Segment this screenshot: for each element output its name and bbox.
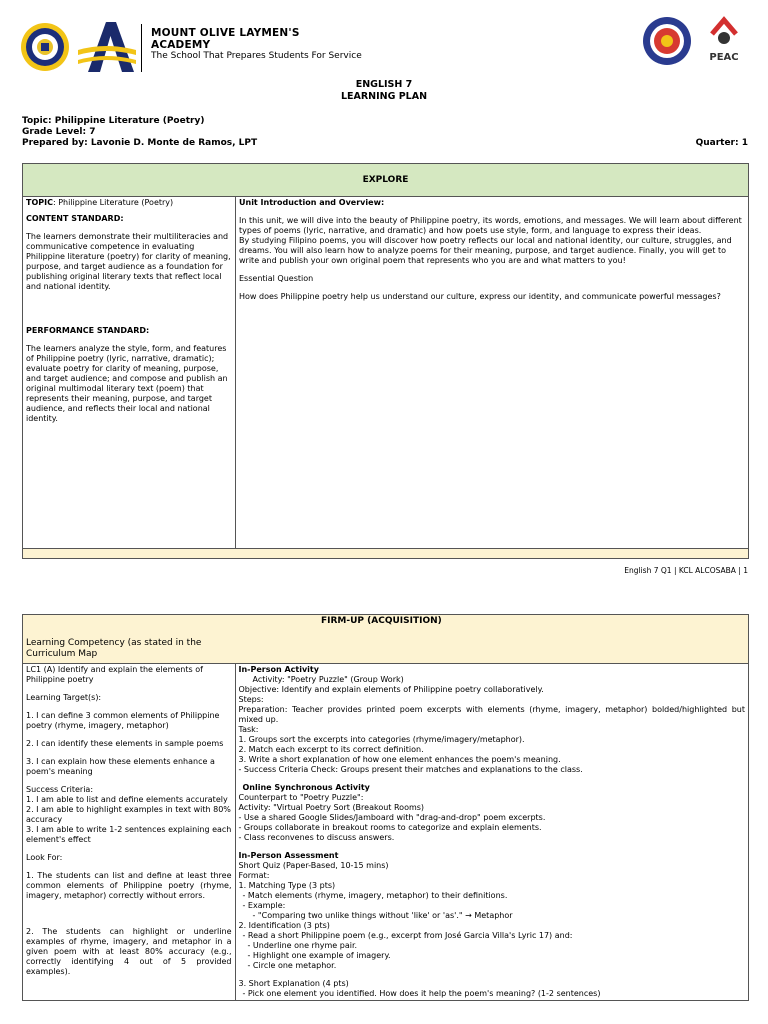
assessment-line-4: - Match elements (rhyme, imagery, metaphor) to their definitions. [242, 891, 508, 900]
content-standard-label: CONTENT STANDARD: [26, 214, 124, 223]
explore-table [22, 163, 749, 559]
success-criteria-label: Success Criteria: [26, 785, 94, 794]
targets-label: Learning Target(s): [26, 693, 102, 702]
look-for-label: Look For: [26, 853, 63, 862]
success-criteria-3: 3. I am able to write 1-2 sentences explaining each element's effect [26, 825, 232, 844]
inperson-line-5: Task: [238, 725, 259, 734]
competency-cell [23, 664, 236, 1001]
inperson-activity-label: In-Person Activity [238, 665, 319, 674]
inperson-line-7: 2. Match each excerpt to its correct definition. [238, 745, 424, 754]
grade-line: Grade Level: 7 [22, 127, 96, 137]
performance-standard-label: PERFORMANCE STANDARD: [26, 326, 150, 335]
look-for-2: 2. The students can highlight or underline examples of rhyme, imagery, and metaphor in a given poem with at least 80% accuracy (e.g., correctly identifying 4 out of 5 provided examples). [26, 927, 232, 976]
assessment-line-2: Format: [238, 871, 270, 880]
assessment-line-3: 1. Matching Type (3 pts) [238, 881, 336, 890]
quarter-label: Quarter: 1 [695, 138, 748, 148]
look-for-1: 1. The students can list and define at least three common elements of Philippine poetry (rhyme, imagery, metaphor) correctly without errors. [26, 871, 232, 900]
explore-heading: EXPLORE [23, 164, 749, 197]
online-line-2: Activity: "Virtual Poetry Sort (Breakout Rooms) [238, 803, 425, 812]
topic-value: : Philippine Literature (Poetry) [52, 198, 174, 207]
competency-label: Learning Competency (as stated in the Curriculum Map [23, 615, 236, 664]
unit-overview-p1: In this unit, we will dive into the beauty of Philippine poetry, its words, emotions, and messages. We will learn about different types of poems (lyric, narrative, and dramatic) and how poets use style, form, and language to express their ideas. [239, 216, 742, 235]
plan-title: LEARNING PLAN [340, 91, 428, 102]
inperson-line-3: Steps: [238, 695, 264, 704]
target-3: 3. I can explain how these elements enhance a poem's meaning [26, 757, 215, 776]
firmup-table [22, 614, 749, 1001]
school-seal-logo [20, 22, 70, 72]
online-line-3: - Use a shared Google Slides/Jamboard with "drag-and-drop" poem excerpts. [238, 813, 546, 822]
target-1: 1. I can define 3 common elements of Philippine poetry (rhyme, imagery, metaphor) [26, 711, 220, 730]
assessment-line-11: - Circle one metaphor. [247, 961, 337, 970]
assessment-line-6: - "Comparing two unlike things without 'like' or 'as'." → Metaphor [252, 911, 513, 920]
explore-footer-row [23, 549, 749, 559]
prepared-line: Prepared by: Lavonie D. Monte de Ramos, LPT [22, 138, 258, 148]
activities-cell [235, 664, 749, 1001]
target-2: 2. I can identify these elements in sample poems [26, 739, 224, 748]
assessment-line-12: 3. Short Explanation (4 pts) [238, 979, 349, 988]
assessment-line-5: - Example: [242, 901, 286, 910]
inperson-line-4: Preparation: Teacher provides printed poem excerpts with elements (rhyme, imagery, metaphor) bolded/highlighted but mixed up. [238, 705, 745, 724]
topic-label: TOPIC [26, 198, 53, 207]
subject-title: ENGLISH 7 [355, 79, 413, 90]
assessment-line-7: 2. Identification (3 pts) [238, 921, 330, 930]
school-name: MOUNT OLIVE LAYMEN'S ACADEMY [151, 27, 300, 51]
online-line-1: Counterpart to "Poetry Puzzle": [238, 793, 364, 802]
inperson-line-9: - Success Criteria Check: Groups present their matches and explanations to the class. [238, 765, 583, 774]
peac-label: PEAC [709, 52, 739, 63]
content-standard-text: The learners demonstrate their multiliteracies and communicative competence in evaluating Philippine literature (poetry) for clarity of meaning, purpose, and target audience as a foundation for publishing original literary texts that reflect local and national identity. [26, 232, 231, 291]
assessment-line-10: - Highlight one example of imagery. [247, 951, 391, 960]
performance-standard-text: The learners analyze the style, form, and features of Philippine poetry (lyric, narrative, dramatic); evaluate poetry for clarity of meaning, purpose, and target audience; and compose and publish an original multimodal literary text (poem) that represents their meaning, purpose, and target audience, and reflects their local and national identity. [26, 344, 228, 423]
assessment-label: In-Person Assessment [238, 851, 339, 860]
online-line-4: - Groups collaborate in breakout rooms to categorize and explain elements. [238, 823, 542, 832]
success-criteria-2: 2. I am able to highlight examples in text with 80% accuracy [26, 805, 231, 824]
academy-a-logo [76, 20, 138, 74]
success-criteria-1: 1. I am able to list and define elements accurately [26, 795, 228, 804]
header-divider [141, 24, 142, 72]
essential-question-label: Essential Question [239, 274, 314, 283]
unit-overview-p2: By studying Filipino poems, you will discover how poetry reflects our local and national identity, our culture, struggles, and dreams. You will also learn how to analyze poems for their meaning, purpose, and target audience. Finally, you will get to write and publish your own original poem that represents who you are and what matters to you! [239, 236, 732, 265]
essential-question-text: How does Philippine poetry help us understand our culture, express our identity, and communicate powerful messages? [239, 292, 721, 301]
topic-line: Topic: Philippine Literature (Poetry) [22, 116, 205, 126]
online-activity-label: Online Synchronous Activity [242, 783, 370, 792]
online-line-5: - Class reconvenes to discuss answers. [238, 833, 395, 842]
unit-overview-label: Unit Introduction and Overview: [239, 198, 385, 207]
inperson-line-1: Activity: "Poetry Puzzle" (Group Work) [252, 675, 404, 684]
lc-text: LC1 (A) Identify and explain the elements of Philippine poetry [26, 665, 203, 684]
assessment-line-1: Short Quiz (Paper-Based, 10-15 mins) [238, 861, 389, 870]
assessment-line-8: - Read a short Philippine poem (e.g., excerpt from José Garcia Villa's Lyric 17) and: [242, 931, 573, 940]
assessment-line-13: - Pick one element you identified. How does it help the poem's meaning? (1-2 sentences) [242, 989, 601, 998]
inperson-line-6: 1. Groups sort the excerpts into categories (rhyme/imagery/metaphor). [238, 735, 525, 744]
inperson-line-8: 3. Write a short explanation of how one element enhances the poem's meaning. [238, 755, 561, 764]
peac-logo [704, 12, 744, 64]
overview-cell [236, 197, 749, 549]
school-tagline: The School That Prepares Students For Service [151, 51, 362, 61]
standards-cell [23, 197, 236, 549]
page-footer: English 7 Q1 | KCL ALCOSABA | 1 [624, 566, 748, 575]
assessment-line-9: - Underline one rhyme pair. [247, 941, 358, 950]
deped-seal-logo [642, 16, 692, 66]
inperson-line-2: Objective: Identify and explain elements of Philippine poetry collaboratively. [238, 685, 544, 694]
firmup-heading: FIRM-UP (ACQUISITION) [235, 615, 749, 664]
